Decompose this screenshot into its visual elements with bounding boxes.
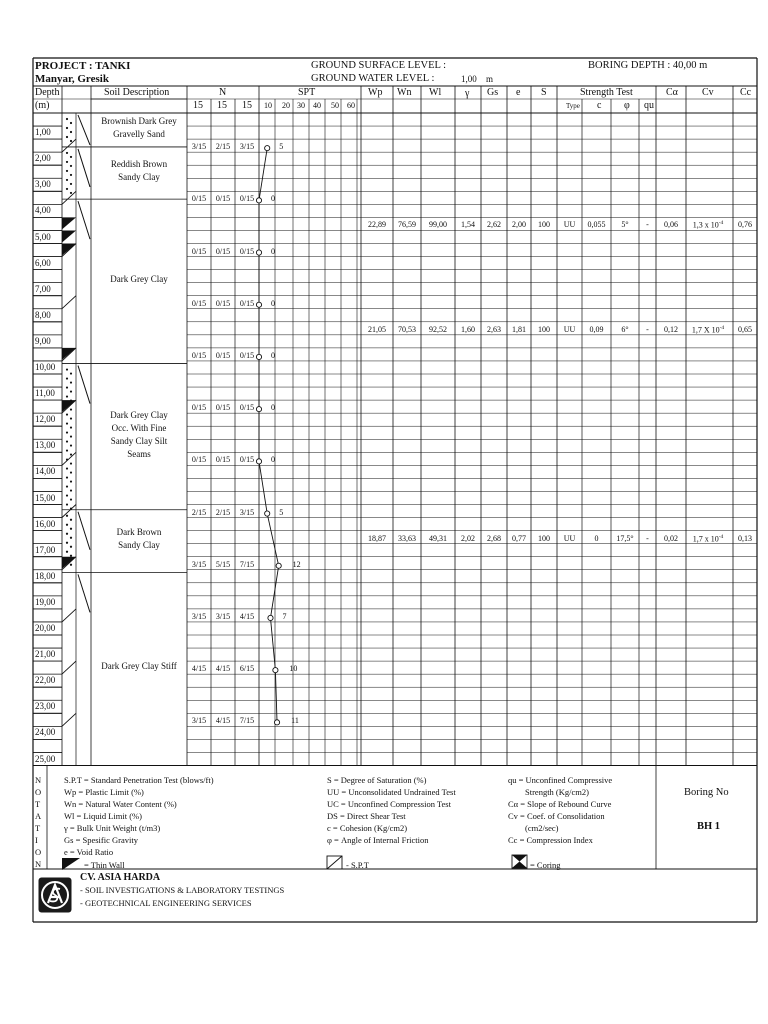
- lab-e: 0,77: [512, 533, 526, 543]
- spt-n2: 5/15: [215, 559, 231, 569]
- ground-water-level-unit: m: [486, 74, 494, 84]
- coring-legend-symbol: [512, 855, 527, 868]
- legend-phi: φ = Angle of Internal Friction: [327, 835, 429, 845]
- strength-sub-type: Type: [566, 102, 580, 110]
- notation-letter: A: [35, 811, 42, 821]
- lab-wp: 18,87: [368, 533, 386, 543]
- legend-wl: Wl = Liquid Limit (%): [64, 811, 142, 821]
- spt-n2: 4/15: [215, 664, 231, 674]
- strength-sub-qu: qu: [644, 100, 654, 111]
- lab-gamma: 1,54: [461, 220, 475, 230]
- company-service-1: - SOIL INVESTIGATIONS & LABORATORY TESTINGS: [80, 885, 285, 895]
- spt-n2: 0/15: [215, 194, 231, 204]
- notation-letter: T: [35, 823, 41, 833]
- layer-description: Dark Brown: [116, 527, 162, 538]
- soil-symbol: [66, 366, 90, 510]
- lab-cv-exponent: -4: [718, 533, 724, 540]
- layer-description: Dark Grey Clay: [110, 273, 168, 284]
- spt-n3: 0/15: [239, 350, 255, 360]
- spt-curve: [259, 148, 279, 722]
- spt-n3: 7/15: [239, 716, 255, 726]
- depth-label: 10,00: [35, 362, 56, 372]
- depth-label: 3,00: [35, 179, 51, 190]
- spt-n1: 0/15: [191, 246, 207, 256]
- notation-letter: T: [35, 799, 41, 809]
- depth-label: 7,00: [35, 283, 51, 294]
- spt-n3: 3/15: [239, 142, 255, 152]
- lab-wn: 76,59: [398, 220, 416, 230]
- spt-point: [276, 563, 281, 568]
- col-wp: Wp: [368, 87, 383, 98]
- spt-point: [256, 459, 261, 464]
- col-s: S: [541, 87, 547, 98]
- spt-n1: 2/15: [191, 507, 207, 517]
- spt-n-value: 11: [291, 716, 299, 726]
- spt-n1: 0/15: [191, 298, 207, 308]
- spt-scale-60: 60: [347, 101, 355, 110]
- lab-qu: -: [646, 324, 649, 334]
- layer-description: Gravelly Sand: [113, 128, 165, 139]
- lab-wl: 99,00: [429, 220, 447, 230]
- spt-sample-mark: [62, 609, 76, 622]
- spt-scale-50: 50: [331, 101, 339, 110]
- strength-sub-phi: φ: [624, 100, 630, 111]
- thin-wall-sample: [62, 217, 76, 229]
- col-spt: SPT: [298, 87, 316, 98]
- spt-sample-mark: [62, 713, 76, 726]
- lab-c: 0,09: [589, 324, 604, 334]
- spt-n-value: 12: [292, 559, 301, 569]
- col-e: e: [516, 87, 521, 98]
- depth-label: 2,00: [35, 153, 51, 164]
- lab-gs: 2,68: [487, 533, 501, 543]
- legend-ca: Cα = Slope of Rebound Curve: [508, 799, 612, 809]
- spt-n-value: 0: [271, 455, 275, 465]
- spt-point: [265, 511, 270, 516]
- lab-cv: 1,3 x $10^{-4}$: [692, 220, 724, 231]
- project-title: PROJECT : TANKI: [35, 60, 131, 72]
- lab-phi: 5°: [621, 220, 629, 230]
- spt-n-value: 5: [279, 142, 284, 152]
- lab-c: 0,055: [587, 220, 606, 230]
- project-location: Manyar, Gresik: [35, 73, 109, 85]
- spt-n-value: 0: [271, 194, 275, 204]
- depth-label: 23,00: [35, 701, 56, 712]
- spt-sample-mark: [62, 452, 76, 465]
- depth-label: 11,00: [35, 388, 55, 399]
- spt-n1: 3/15: [191, 142, 207, 152]
- n-sub-1: 15: [193, 100, 203, 111]
- legend-spt-symbol: - S.P.T: [346, 860, 369, 870]
- spt-n1: 0/15: [191, 455, 207, 465]
- depth-label: 20,00: [35, 623, 56, 633]
- depth-label: 1,00: [35, 127, 51, 138]
- legend-uc: UC = Unconfined Compression Test: [327, 799, 451, 809]
- spt-n-value: 5: [279, 507, 284, 517]
- spt-sample-mark: [62, 139, 76, 152]
- company-service-2: - GEOTECHNICAL ENGINEERING SERVICES: [80, 898, 252, 908]
- legend-cv-unit: (cm2/sec): [508, 823, 559, 833]
- n-sub-2: 15: [217, 100, 227, 111]
- legend-wp: Wp = Plastic Limit (%): [64, 787, 144, 797]
- layer-description: Sandy Clay: [118, 540, 160, 551]
- spt-point: [265, 146, 270, 151]
- ground-surface-level: GROUND SURFACE LEVEL :: [311, 60, 447, 71]
- legend-uu: UU = Unconsolidated Undrained Test: [327, 787, 456, 797]
- col-n: N: [219, 87, 227, 98]
- boring-no: BH 1: [697, 821, 721, 832]
- depth-label: 18,00: [35, 570, 56, 581]
- lab-cc: 0,13: [738, 533, 752, 543]
- legend-s: S = Degree of Saturation (%): [327, 775, 427, 785]
- strength-sub-c: c: [597, 100, 602, 111]
- spt-n3: 0/15: [239, 246, 255, 256]
- spt-n1: 0/15: [191, 350, 207, 360]
- spt-point: [256, 250, 261, 255]
- lab-gamma: 1,60: [461, 324, 475, 334]
- spt-n2: 0/15: [215, 455, 231, 465]
- thin-wall-sample: [62, 230, 76, 242]
- lab-wl: 49,31: [429, 533, 447, 543]
- spt-n1: 4/15: [191, 664, 207, 674]
- ground-water-level-label: GROUND WATER LEVEL :: [311, 73, 435, 84]
- spt-point: [256, 198, 261, 203]
- spt-scale-20: 20: [282, 101, 290, 110]
- depth-label: 13,00: [35, 440, 56, 451]
- soil-symbol: [66, 115, 90, 145]
- depth-label: 6,00: [35, 257, 51, 268]
- legend-spt: S.P.T = Standard Penetration Test (blows/ft): [64, 775, 214, 785]
- lab-ca: 0,06: [664, 220, 678, 230]
- spt-n1: 0/15: [191, 403, 207, 413]
- col-wn: Wn: [397, 87, 412, 98]
- legend-gs: Gs = Spesific Gravity: [64, 835, 138, 845]
- lab-e: 1,81: [512, 324, 526, 334]
- spt-n2: 2/15: [215, 142, 231, 152]
- notation-letter: N: [35, 775, 42, 785]
- spt-n3: 0/15: [239, 194, 255, 204]
- depth-label: 14,00: [35, 466, 56, 477]
- legend-ds: DS = Direct Shear Test: [327, 811, 406, 821]
- lab-s: 100: [538, 220, 550, 230]
- lab-s: 100: [538, 533, 550, 543]
- depth-label: 9,00: [35, 335, 51, 346]
- lab-c: 0: [594, 533, 599, 543]
- lab-s: 100: [538, 324, 550, 334]
- depth-label: 19,00: [35, 596, 56, 607]
- legend-qu: qu = Unconfined Compressive: [508, 775, 613, 785]
- lab-cc: 0,65: [738, 324, 752, 334]
- spt-n-value: 7: [282, 611, 287, 621]
- depth-label: 15,00: [35, 492, 56, 503]
- layer-description: Dark Grey Clay: [110, 409, 168, 420]
- thin-wall-legend-symbol: [62, 858, 80, 870]
- spt-n1: 3/15: [191, 611, 207, 621]
- notation-letter: I: [35, 835, 38, 845]
- legend-coring: = Coring: [530, 860, 561, 870]
- legend-cv: Cv = Coef. of Consolidation: [508, 811, 605, 821]
- spt-point: [256, 302, 261, 307]
- lab-ca: 0,02: [664, 533, 678, 543]
- depth-label: 25,00: [35, 753, 56, 764]
- lab-gamma: 2,02: [461, 533, 475, 543]
- lab-cc: 0,76: [738, 220, 752, 230]
- legend-c: c = Cohesion (Kg/cm2): [327, 823, 408, 833]
- col-depth-unit: (m): [35, 100, 50, 111]
- company-name: CV. ASIA HARDA: [80, 872, 161, 883]
- layer-description: Occ. With Fine: [111, 422, 167, 433]
- boring-no-label: Boring No: [684, 787, 729, 798]
- spt-point: [273, 668, 278, 673]
- lab-gs: 2,62: [487, 220, 501, 230]
- spt-sample-mark: [62, 191, 76, 204]
- layer-description: Reddish Brown: [110, 159, 168, 170]
- lab-qu: -: [646, 533, 649, 543]
- spt-n2: 0/15: [215, 350, 231, 360]
- lab-gs: 2,63: [487, 324, 501, 334]
- col-soil-description: Soil Description: [104, 87, 170, 98]
- spt-n1: 3/15: [191, 559, 207, 569]
- spt-n3: 0/15: [239, 455, 255, 465]
- spt-n2: 2/15: [215, 507, 231, 517]
- legend-wn: Wn = Natural Water Content (%): [64, 799, 177, 809]
- layer-description: Dark Grey Clay Stiff: [101, 661, 177, 672]
- spt-scale-40: 40: [313, 101, 321, 110]
- legend-thin-wall: = Thin Wall: [84, 860, 125, 870]
- legend-gamma: γ = Bulk Unit Weight (t/m3): [64, 823, 161, 833]
- col-wl: Wl: [429, 87, 442, 98]
- spt-n-value: 0: [271, 298, 275, 308]
- lab-type: UU: [563, 324, 576, 334]
- spt-sample-mark: [62, 505, 76, 518]
- notation-letter: O: [35, 787, 42, 797]
- legend-cc: Cc = Compression Index: [508, 835, 593, 845]
- lab-qu: -: [646, 220, 649, 230]
- depth-label: 24,00: [35, 727, 56, 738]
- col-gs: Gs: [487, 87, 499, 98]
- spt-sample-mark: [62, 296, 76, 309]
- spt-n2: 4/15: [215, 716, 231, 726]
- spt-n-value: 0: [271, 246, 275, 256]
- soil-symbol: [78, 574, 90, 612]
- n-sub-3: 15: [242, 100, 252, 111]
- soil-symbol: [78, 201, 90, 239]
- boring-depth: BORING DEPTH : 40,00 m: [588, 60, 708, 71]
- lab-wp: 22,89: [368, 220, 386, 230]
- depth-label: 22,00: [35, 675, 56, 686]
- spt-point: [274, 720, 279, 725]
- lab-wn: 33,63: [398, 533, 416, 543]
- lab-type: UU: [563, 220, 576, 230]
- soil-symbol: [66, 149, 90, 194]
- spt-n2: 0/15: [215, 246, 231, 256]
- lab-phi: 17,5°: [616, 533, 634, 543]
- col-depth: Depth: [35, 87, 60, 98]
- depth-label: 17,00: [35, 544, 56, 555]
- spt-n2: 3/15: [215, 611, 231, 621]
- spt-n3: 4/15: [239, 611, 255, 621]
- depth-label: 5,00: [35, 231, 51, 242]
- lab-wn: 70,53: [398, 324, 416, 334]
- spt-point: [268, 615, 273, 620]
- depth-label: 8,00: [35, 309, 51, 320]
- col-cc: Cc: [740, 87, 752, 98]
- depth-label: 4,00: [35, 205, 51, 216]
- layer-description: Sandy Clay: [118, 172, 160, 183]
- depth-label: 12,00: [35, 414, 56, 425]
- col-strength-test: Strength Test: [580, 87, 633, 98]
- spt-n3: 3/15: [239, 507, 255, 517]
- spt-n-value: 0: [271, 350, 275, 360]
- lab-cv-exponent: -4: [719, 324, 725, 331]
- legend-qu-unit: Strength (Kg/cm2): [508, 787, 589, 797]
- depth-label: 16,00: [35, 518, 56, 529]
- spt-n3: 7/15: [239, 559, 255, 569]
- company-logo: [38, 877, 72, 913]
- legend-e: e = Void Ratio: [64, 847, 114, 857]
- spt-n-value: 10: [289, 664, 298, 674]
- spt-n3: 0/15: [239, 298, 255, 308]
- lab-cv: 1,7 x $10^{-4}$: [692, 533, 724, 544]
- depth-label: 21,00: [35, 649, 56, 660]
- layer-description: Brownish Dark Grey: [101, 115, 177, 126]
- spt-n2: 0/15: [215, 298, 231, 308]
- spt-point: [256, 407, 261, 412]
- spt-scale-10: 10: [264, 101, 272, 110]
- col-cv: Cv: [702, 87, 714, 98]
- col-gamma: γ: [465, 88, 470, 99]
- layer-description: Sandy Clay Silt: [110, 435, 168, 446]
- lab-cv: 1,7 X $10^{-4}$: [691, 324, 725, 335]
- ground-water-level-value: 1,00: [461, 74, 477, 84]
- lab-e: 2,00: [512, 220, 526, 230]
- col-ca: Cα: [666, 87, 678, 98]
- layer-description: Seams: [127, 448, 151, 459]
- lab-phi: 6°: [621, 324, 629, 334]
- spt-n3: 6/15: [239, 664, 255, 674]
- notation-letter: N: [35, 859, 42, 869]
- spt-n3: 0/15: [239, 403, 255, 413]
- spt-n-value: 0: [271, 403, 275, 413]
- notation-letter: O: [35, 847, 42, 857]
- lab-cv-exponent: -4: [718, 220, 724, 227]
- lab-wl: 92,52: [429, 324, 447, 334]
- lab-type: UU: [563, 533, 576, 543]
- spt-n2: 0/15: [215, 403, 231, 413]
- spt-n1: 0/15: [191, 194, 207, 204]
- spt-point: [256, 354, 261, 359]
- spt-scale-30: 30: [297, 101, 305, 110]
- lab-ca: 0,12: [664, 324, 678, 334]
- lab-wp: 21,05: [368, 324, 386, 334]
- spt-sample-mark: [62, 661, 76, 674]
- spt-n1: 3/15: [191, 716, 207, 726]
